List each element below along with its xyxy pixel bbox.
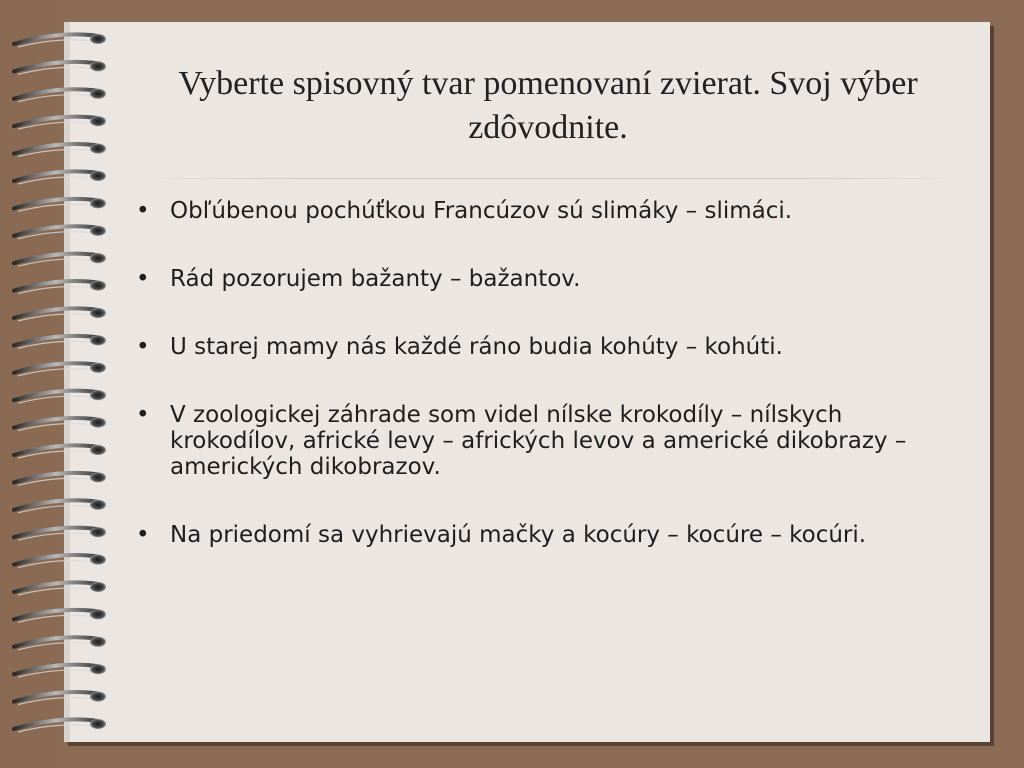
spiral-ring	[14, 34, 106, 47]
bullet-marker: •	[136, 266, 150, 292]
spiral-ring	[14, 61, 106, 74]
spiral-ring	[14, 637, 106, 650]
spiral-ring	[14, 390, 106, 403]
spiral-ring	[14, 281, 106, 294]
spiral-ring	[14, 308, 106, 321]
bullet-marker: •	[136, 198, 150, 224]
list-item	[130, 522, 960, 548]
spiral-ring	[14, 253, 106, 266]
spiral-ring	[14, 418, 106, 431]
spiral-ring	[14, 198, 106, 211]
spiral-ring	[14, 664, 106, 677]
list-item	[130, 266, 960, 292]
spiral-ring	[14, 555, 106, 568]
spiral-ring	[14, 472, 106, 485]
title-divider	[130, 178, 972, 179]
bullet-list	[130, 198, 960, 590]
bullet-marker: •	[136, 334, 150, 360]
list-item	[130, 198, 960, 224]
spiral-ring	[14, 335, 106, 348]
spiral-ring	[14, 144, 106, 157]
spiral-ring	[14, 171, 106, 184]
spiral-binding-icon	[0, 0, 130, 768]
spiral-ring	[14, 692, 106, 705]
spiral-ring	[14, 226, 106, 239]
list-item	[130, 402, 960, 480]
bullet-text: Rád pozorujem bažanty – bažantov.	[170, 266, 581, 292]
slide-title: Vyberte spisovný tvar pomenovaní zvierat. Svoj výber zdôvodnite.	[178, 65, 918, 146]
spiral-ring	[14, 719, 106, 732]
spiral-ring	[14, 582, 106, 595]
bullet-text: Na priedomí sa vyhrievajú mačky a kocúry – kocúre – kocúri.	[170, 522, 867, 548]
bullet-text: Obľúbenou pochúťkou Francúzov sú slimáky – slimáci.	[170, 198, 793, 224]
bullet-text: U starej mamy nás každé ráno budia kohúty – kohúti.	[170, 334, 783, 360]
bullet-text: V zoologickej záhrade som videl nílske krokodíly – nílskych krokodílov, africké levy – afrických levov a americké dikobrazy – amerických dikobrazov.	[170, 402, 907, 480]
spiral-ring	[14, 445, 106, 458]
bullet-marker: •	[136, 522, 150, 548]
list-item	[130, 334, 960, 360]
spiral-ring	[14, 89, 106, 102]
spiral-ring	[14, 500, 106, 513]
spiral-ring	[14, 116, 106, 129]
spiral-ring	[14, 363, 106, 376]
spiral-ring	[14, 609, 106, 622]
spiral-ring	[14, 527, 106, 540]
bullet-marker: •	[136, 402, 150, 428]
